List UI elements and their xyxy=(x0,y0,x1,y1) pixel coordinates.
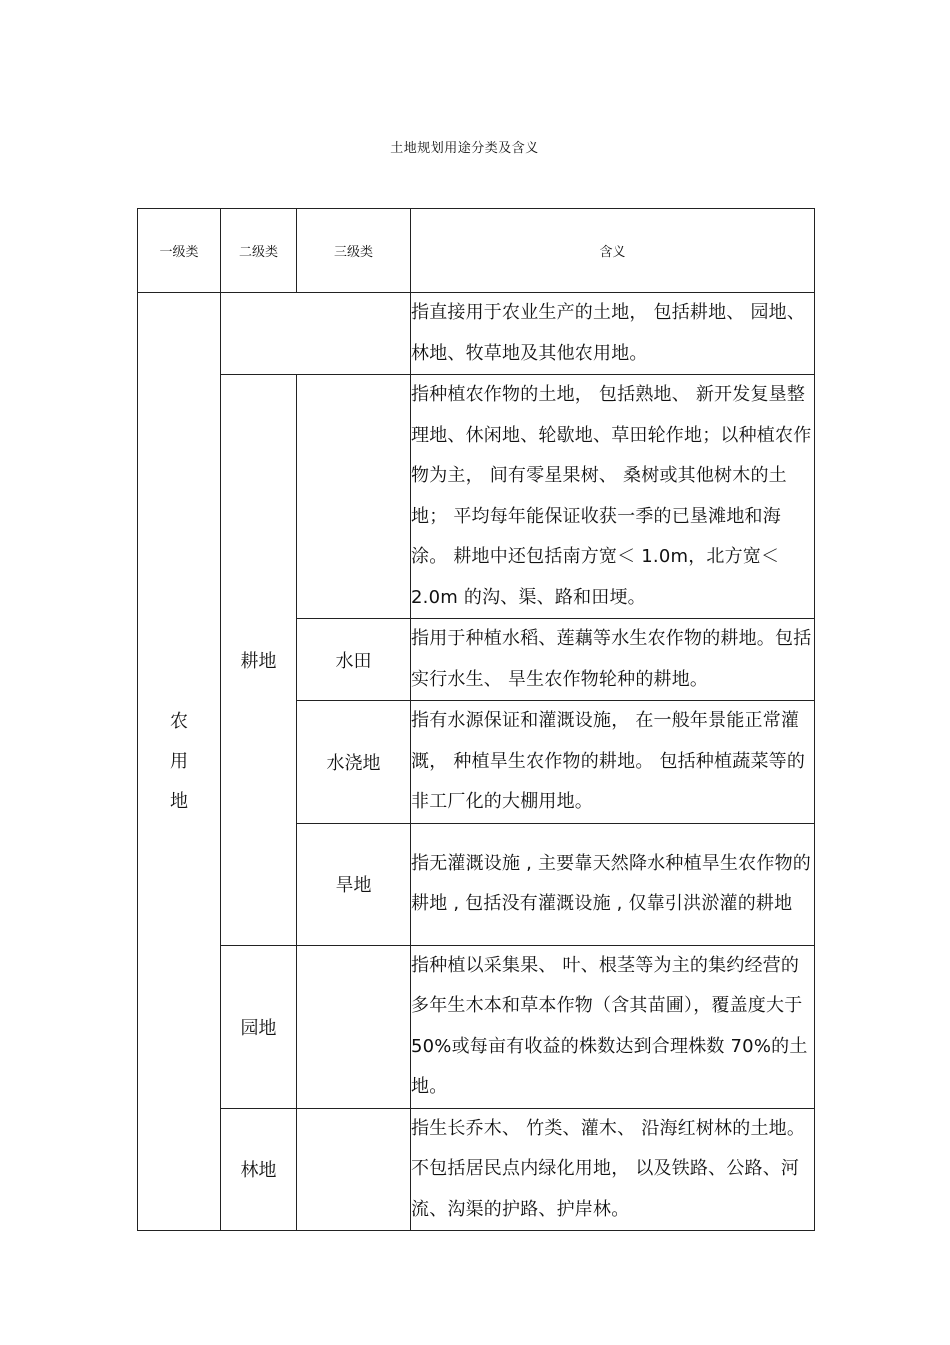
header-meaning: 含义 xyxy=(411,209,815,293)
irrigated-definition: 指有水源保证和灌溉设施， 在一般年景能正常灌溉， 种植旱生农作物的耕地。 包括种植蔬菜等的非工厂化的大棚用地。 xyxy=(411,701,815,824)
level1-char: 用 xyxy=(170,750,188,772)
paddy-definition: 指用于种植水稻、莲藕等水生农作物的耕地。包括实行水生、 旱生农作物轮种的耕地。 xyxy=(411,619,815,701)
level1-agricultural-land xyxy=(138,293,221,1231)
level3-irrigated: 水浇地 xyxy=(297,701,411,824)
level1-char: 地 xyxy=(170,790,188,812)
empty-cell xyxy=(221,293,411,375)
table-row xyxy=(138,945,815,1108)
empty-cell xyxy=(297,375,411,619)
level2-forest: 林地 xyxy=(221,1108,297,1231)
empty-cell xyxy=(297,945,411,1108)
level2-cultivated: 耕地 xyxy=(221,375,297,946)
header-level1: 一级类 xyxy=(138,209,221,293)
header-level2: 二级类 xyxy=(221,209,297,293)
table-row xyxy=(138,375,815,619)
table-row xyxy=(138,293,815,375)
level2-garden: 园地 xyxy=(221,945,297,1108)
level1-char: 农 xyxy=(170,710,188,732)
land-use-table xyxy=(137,208,815,1231)
empty-cell xyxy=(297,1108,411,1231)
garden-definition: 指种植以采集果、 叶、根茎等为主的集约经营的多年生木本和草本作物（含其苗圃），覆盖度大于 50%或每亩有收益的株数达到合理株数 70%的土地。 xyxy=(411,945,815,1108)
table-row xyxy=(138,1108,815,1231)
header-level3: 三级类 xyxy=(297,209,411,293)
dry-land-definition: 指无灌溉设施 , 主要靠天然降水种植旱生农作物的耕地 , 包括没有灌溉设施 , 仅靠引洪淤灌的耕地 xyxy=(411,823,815,945)
header-row xyxy=(138,209,815,293)
level3-dry-land: 旱地 xyxy=(297,823,411,945)
level3-paddy: 水田 xyxy=(297,619,411,701)
agricultural-land-definition: 指直接用于农业生产的土地， 包括耕地、 园地、林地、牧草地及其他农用地。 xyxy=(411,293,815,375)
document-title: 土地规划用途分类及含义 xyxy=(390,141,539,156)
cultivated-definition: 指种植农作物的土地， 包括熟地、 新开发复垦整理地、休闲地、轮歇地、草田轮作地；以种植农作物为主， 间有零星果树、 桑树或其他树木的土地； 平均每年能保证收获一季的已垦滩地和海涂。 耕地中还包括南方宽＜ 1.0m，北方宽＜ 2.0m 的沟、渠、路和田埂。 xyxy=(411,375,815,619)
forest-definition: 指生长乔木、 竹类、灌木、 沿海红树林的土地。不包括居民点内绿化用地， 以及铁路、公路、河流、沟渠的护路、护岸林。 xyxy=(411,1108,815,1231)
